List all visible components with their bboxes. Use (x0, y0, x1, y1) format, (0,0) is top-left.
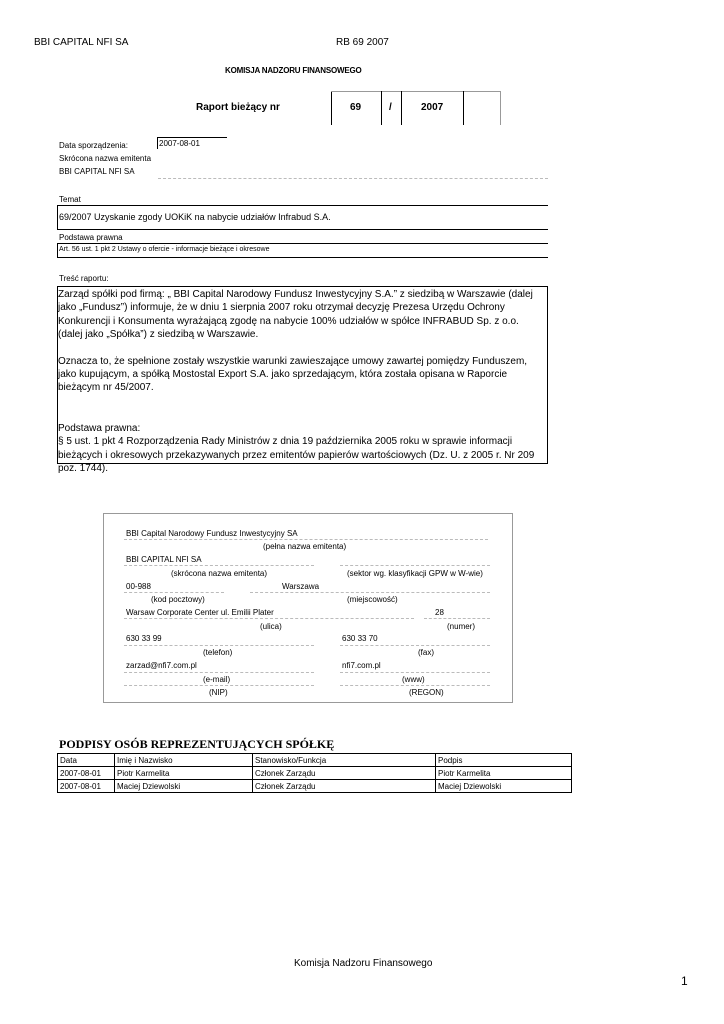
table-cell: 2007-08-01 (58, 767, 115, 780)
date-value: 2007-08-01 (159, 139, 200, 148)
signatures-heading: PODPISY OSÓB REPREZENTUJĄCYCH SPÓŁKĘ (59, 737, 335, 751)
header-company: BBI CAPITAL NFI SA (34, 37, 129, 48)
issuer-city-caption: (miejscowość) (347, 595, 398, 604)
issuer-city: Warszawa (282, 582, 320, 591)
content-paragraph: Zarząd spółki pod firmą: „ BBI Capital Narodowy Fundusz Inwestycyjny S.A.” z siedzibą w Warszawie (dalej jako „Fundusz”) informuje, że w dniu 1 sierpnia 2007 roku otrzymał decyzję Prezesa Urzędu Ochrony Konkurencji i Konsumenta wyrażającą zgodę na nabycie 100% udziałów w spółce INFRABUD Sp. z o.o. (dalej jako „Spółka”) z siedzibą w Warszawie. (58, 289, 533, 341)
content-paragraph: Oznacza to, że spełnione zostały wszystkie warunki zawieszające umowy zawartej pomiędzy Funduszem, jako kupującym, a spółką Mostostal Export S.A. jako sprzedającym, która została opisana w Raporcie bieżącym nr 45/2007. (58, 355, 528, 394)
column-header: Imię i Nazwisko (115, 754, 253, 767)
issuer-sector-caption: (sektor wg. klasyfikacji GPW w W-wie) (347, 569, 483, 578)
date-label: Data sporządzenia: (59, 141, 128, 150)
issuer-full-name: BBI Capital Narodowy Fundusz Inwestycyjny SA (126, 529, 298, 538)
topic-label: Temat (59, 195, 81, 204)
issuer-street-caption: (ulica) (260, 622, 282, 631)
table-header-row (58, 754, 572, 767)
issuer-regon-caption: (REGON) (409, 688, 444, 697)
issuer-phone: 630 33 99 (126, 634, 162, 643)
table-row (58, 780, 572, 793)
issuer-number-caption: (numer) (447, 622, 476, 631)
page-number: 1 (681, 974, 688, 988)
table-cell: Członek Zarządu (253, 767, 436, 780)
issuer-fax: 630 33 70 (342, 634, 378, 643)
content-paragraph: Podstawa prawna: (58, 422, 141, 434)
column-header: Data (58, 754, 115, 767)
issuer-short-name-caption: (skrócona nazwa emitenta) (171, 569, 268, 578)
content-label: Treść raportu: (59, 274, 109, 283)
column-header: Stanowisko/Funkcja (253, 754, 436, 767)
issuer-www[interactable]: nfi7.com.pl (342, 661, 381, 670)
issuer-phone-caption: (telefon) (203, 648, 233, 657)
issuer-full-name-caption: (pełna nazwa emitenta) (263, 542, 347, 551)
issuer-short-name: BBI CAPITAL NFI SA (126, 555, 202, 564)
footer-text: Komisja Nadzoru Finansowego (294, 958, 433, 969)
table-cell: Piotr Karmelita (115, 767, 253, 780)
table-cell: Maciej Dziewolski (436, 780, 572, 793)
short-name-value: BBI CAPITAL NFI SA (59, 167, 135, 176)
column-header: Podpis (436, 754, 572, 767)
issuer-www-caption: (www) (402, 675, 425, 684)
short-name-label: Skrócona nazwa emitenta (59, 154, 152, 163)
issuer-fax-caption: (fax) (418, 648, 434, 657)
issuer-street: Warsaw Corporate Center ul. Emilii Plater (126, 608, 274, 617)
legal-basis-label: Podstawa prawna (59, 233, 123, 242)
table-row (58, 767, 572, 780)
issuer-nip-caption: (NIP) (209, 688, 228, 697)
table-cell: Członek Zarządu (253, 780, 436, 793)
report-separator: / (389, 102, 392, 113)
report-number: 69 (350, 102, 362, 113)
content-body (58, 288, 546, 475)
table-cell: 2007-08-01 (58, 780, 115, 793)
signatures-table (57, 753, 572, 793)
issuer-email-caption: (e-mail) (203, 675, 231, 684)
topic-value: 69/2007 Uzyskanie zgody UOKiK na nabycie udziałów Infrabud S.A. (59, 212, 331, 222)
table-cell: Piotr Karmelita (436, 767, 572, 780)
content-paragraph: § 5 ust. 1 pkt 4 Rozporządzenia Rady Ministrów z dnia 19 października 2005 roku w sprawie informacji bieżących i okresowych przekazywanych przez emitentów papierów wartościowych (Dz. U. z 2005 r. Nr 209 poz. 1744). (58, 436, 535, 475)
table-cell: Maciej Dziewolski (115, 780, 253, 793)
authority-title: KOMISJA NADZORU FINANSOWEGO (225, 66, 362, 75)
issuer-email[interactable]: zarzad@nfi7.com.pl (126, 661, 197, 670)
header-report-code: RB 69 2007 (336, 37, 389, 48)
issuer-postal-code: 00-988 (126, 582, 151, 591)
issuer-postal-caption: (kod pocztowy) (151, 595, 205, 604)
report-title: Raport bieżący nr (196, 102, 280, 113)
legal-basis-value: Art. 56 ust. 1 pkt 2 Ustawy o ofercie - informacje bieżące i okresowe (59, 246, 270, 253)
report-year: 2007 (421, 102, 444, 113)
issuer-number: 28 (435, 608, 444, 617)
